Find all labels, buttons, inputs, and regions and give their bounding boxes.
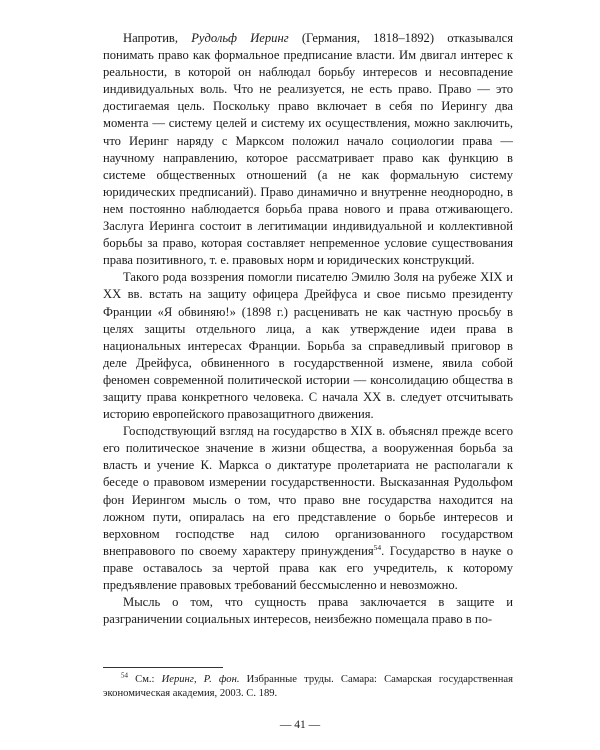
footnote-number: 54 <box>121 671 128 680</box>
paragraph-text: (Германия, 1818–1892) отказывался понимать право как формальное предписание власти. Им двигал интерес к реальности, в которой он наблюдал борьбу интересов и несовпадение индивидуальных воль. Что не реализуется, не есть право. Право — это достигаемая цель. Поскольку право включает в себя по Иерингу два момента — систему целей и систему их осуществления, можно заключить, что Иеринг наряду с Марксом положил начало социологии права — научному направлению, которое рассматривает право как функцию в системе общественных отношений (а не как формальную систему юридических предписаний). Право динамично и внутренне неоднородно, в нем постоянно наблюдается борьба права нового и права отживающего. Заслуга Иеринга состоит в легитимации индивидуальной и коллективной борьбы за право, которая составляет непременное условие существования права позитивного, т. е. правовых норм и юридических конструкций. <box>103 31 513 268</box>
footnote-text: Избранные труды. Самара: Самарская государственная экономическая академия, 2003. С. 189. <box>103 674 513 700</box>
page-number: — 41 — <box>279 719 321 731</box>
footnote-author: Иеринг, Р. фон. <box>161 674 240 685</box>
paragraph-interests: Мысль о том, что сущность права заключается в защите и разграничении социальных интересов, неизбежно помещала право в по- <box>103 595 513 627</box>
paragraph-text: . Государство в науке о праве оставалось за чертой права как его учредитель, к которому предъявление правовых требований бессмысленно и невозможно. <box>103 543 514 592</box>
paragraph-dreyfus: Такого рода воззрения помогли писателю Эмилю Золя на рубеже XIX и XX вв. встать на защиту офицера Дрейфуса и свое письмо президенту Франции «Я обвиняю!» (1898 г.) расценивать не как частную просьбу в целях защиты отдельного лица, а как утверждение идеи права в национальных интересах Франции. Борьба за справедливый приговор в деле Дрейфуса, обвиненного в государственной измене, явила собой феномен современной политической истории — консолидацию общества в защиту права конкретного человека. С начала XX в. следует отсчитывать историю европейского правозащитного движения. <box>103 270 514 422</box>
paragraph-text: Господствующий взгляд на государство в XIX в. объяснял прежде всего его политическое значение в жизни общества, а вооруженная борьба за власть и учение К. Маркса о диктатуре пролетариата не располагали к беседе о правовом измерении государственности. Высказанная Рудольфом фон Иерингом мысль о том, что право вне государства находится на ложном пути, опиралась на его представление о борьбе интересов и верховном господстве над силою организованного государством внеправового по своему характеру принуждения <box>103 424 513 558</box>
paragraph-text: Напротив, <box>123 31 192 45</box>
footnote-reference: 54 <box>373 542 382 552</box>
footnote-text: См.: <box>128 674 162 685</box>
page-body <box>103 30 513 628</box>
footnote <box>103 673 513 701</box>
footnote-divider <box>103 667 223 668</box>
paragraph-jhering <box>103 30 513 269</box>
paragraph-state <box>103 423 513 594</box>
italic-author-name: Рудольф Иеринг <box>191 31 289 45</box>
